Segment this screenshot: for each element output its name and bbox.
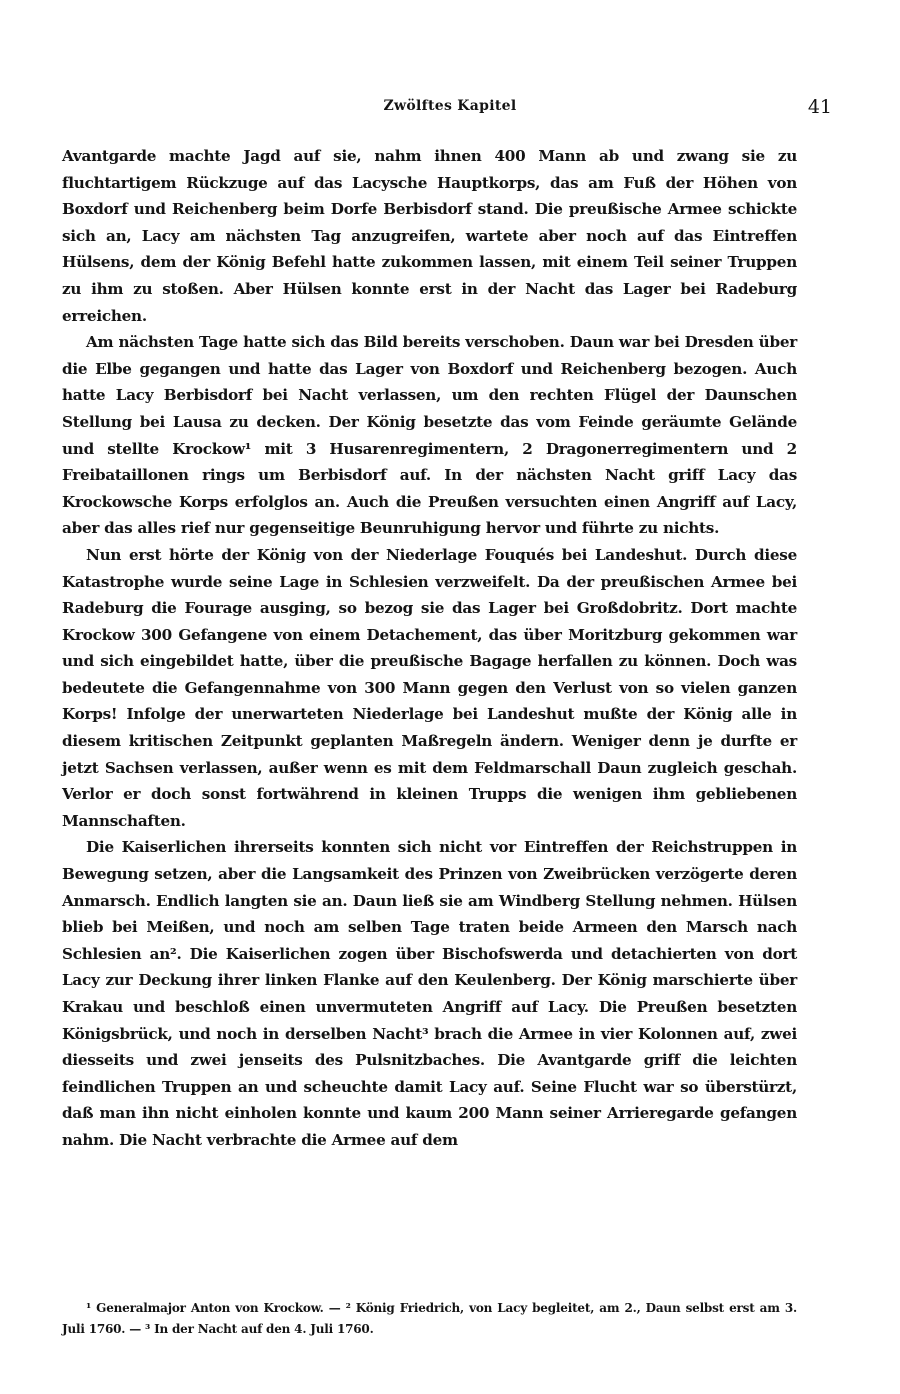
page-number: 41 bbox=[807, 96, 832, 118]
running-head bbox=[60, 96, 840, 122]
paragraph-1: Avantgarde machte Jagd auf sie, nahm ihnen 400 Mann ab und zwang sie zu fluchtartigem Rückzuge auf das Lacysche Hauptkorps, das am Fuß der Höhen von Boxdorf und Reichenberg beim Dorfe Berbisdorf stand. Die preußische Armee schickte sich an, Lacy am nächsten Tag anzugreifen, wartete aber noch auf das Eintreffen Hülsens, dem der König Befehl hatte zukommen lassen, mit einem Teil seiner Truppen zu ihm zu stoßen. Aber Hülsen konnte erst in der Nacht das Lager bei Radeburg erreichen. bbox=[62, 147, 797, 325]
footnote-text: ¹ Generalmajor Anton von Krockow. — ² König Friedrich, von Lacy begleitet, am 2., Daun selbst erst am 3. Juli 1760. — ³ In der Nacht auf den 4. Juli 1760. bbox=[62, 1301, 797, 1336]
paragraph-3: Nun erst hörte der König von der Niederlage Fouqués bei Landeshut. Durch diese Katastrophe wurde seine Lage in Schlesien verzweifelt. Da der preußischen Armee bei Radeburg die Fourage ausging, so bezog sie das Lager bei Großdobritz. Dort machte Krockow 300 Gefangene von einem Detachement, das über Moritzburg gekommen war und sich eingebildet hatte, über die preußische Bagage herfallen zu können. Doch was bedeutete die Gefangennahme von 300 Mann gegen den Verlust von so vielen ganzen Korps! Infolge der unerwarteten Niederlage bei Landeshut mußte der König alle in diesem kritischen Zeitpunkt geplanten Maßregeln ändern. Weniger denn je durfte er jetzt Sachsen verlassen, außer wenn es mit dem Feldmarschall Daun zugleich geschah. Verlor er doch sonst fortwährend in kleinen Trupps die wenigen ihm gebliebenen Mannschaften. bbox=[62, 545, 797, 830]
body-text bbox=[62, 143, 797, 1154]
paragraph-2: Am nächsten Tage hatte sich das Bild bereits verschoben. Daun war bei Dresden über die Elbe gegangen und hatte das Lager von Boxdorf und Reichenberg bezogen. Auch hatte Lacy Berbisdorf bei Nacht verlassen, um den rechten Flügel der Daunschen Stellung bei Lausa zu decken. Der König besetzte das vom Feinde geräumte Gelände und stellte Krockow¹ mit 3 Husarenregimentern, 2 Dragonerregimentern und 2 Freibataillonen rings um Berbisdorf auf. In der nächsten Nacht griff Lacy das Krockowsche Korps erfolglos an. Auch die Preußen versuchten einen Angriff auf Lacy, aber das alles rief nur gegenseitige Beunruhigung hervor und führte zu nichts. bbox=[62, 333, 797, 538]
paragraph-4: Die Kaiserlichen ihrerseits konnten sich nicht vor Eintreffen der Reichstruppen in Bewegung setzen, aber die Langsamkeit des Prinzen von Zweibrücken verzögerte deren Anmarsch. Endlich langten sie an. Daun ließ sie am Windberg Stellung nehmen. Hülsen blieb bei Meißen, und noch am selben Tage traten beide Armeen den Marsch nach Schlesien an². Die Kaiserlichen zogen über Bischofswerda und detachierten von dort Lacy zur Deckung ihrer linken Flanke auf den Keulenberg. Der König marschierte über Krakau und beschloß einen unvermuteten Angriff auf Lacy. Die Preußen besetzten Königsbrück, und noch in derselben Nacht³ brach die Armee in vier Kolonnen auf, zwei diesseits und zwei jenseits des Pulsnitzbaches. Die Avantgarde griff die leichten feindlichen Truppen an und scheuchte damit Lacy auf. Seine Flucht war so überstürzt, daß man ihn nicht einholen konnte und kaum 200 Mann seiner Arrieregarde gefangen nahm. Die Nacht verbrachte die Armee auf dem bbox=[62, 838, 797, 1149]
chapter-title: Zwölftes Kapitel bbox=[383, 98, 517, 114]
footnotes bbox=[62, 1298, 797, 1340]
